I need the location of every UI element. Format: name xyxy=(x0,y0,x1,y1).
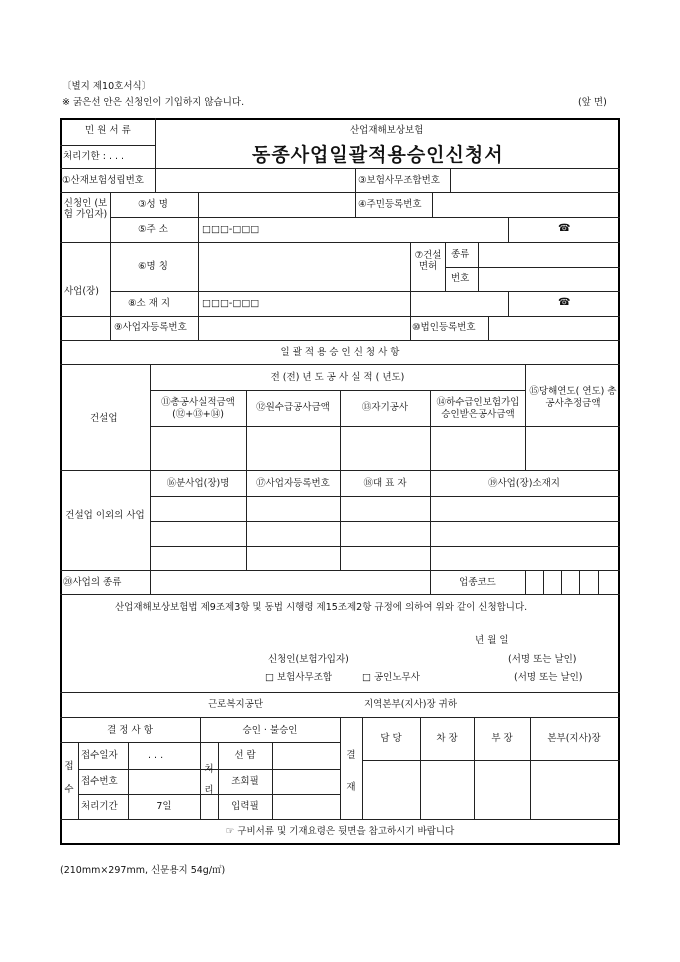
workers-comp-no-label: ①산재보험성립번호 xyxy=(62,175,144,186)
officer-label: 담 당 xyxy=(380,733,402,744)
workers-comp-no-field[interactable] xyxy=(156,169,354,191)
period-value: 7일 xyxy=(156,801,172,812)
applicant-name-label: ③성 명 xyxy=(138,199,168,210)
phone-icon: ☎ xyxy=(558,297,571,308)
construction-label: 건설업 xyxy=(90,413,118,424)
license-number-label: 번호 xyxy=(451,273,470,284)
estimated-amount-label: ⑮당해연도( 연도) 총공사추정금액 xyxy=(529,386,617,409)
sign-hint-1: (서명 또는 날인) xyxy=(508,654,577,665)
office-no-label: ③보험사무조합번호 xyxy=(358,175,440,186)
office-no-field[interactable] xyxy=(451,169,617,191)
branch-name-label: ⑯분사업(장)명 xyxy=(166,478,230,489)
decision-label: 결 정 사 항 xyxy=(107,725,153,736)
biz-type-label: ⑳사업의 종류 xyxy=(63,577,122,588)
non-construction-label: 건설업 이외의 사업 xyxy=(65,510,145,521)
browse-label: 선 람 xyxy=(234,750,256,761)
biz-reg-no-label: ⑨사업자등록번호 xyxy=(114,322,187,333)
license-kind-label: 종류 xyxy=(451,249,470,260)
resident-no-label: ④주민등록번호 xyxy=(358,199,422,210)
business-location-label: ⑧소 재 지 xyxy=(128,298,171,309)
business-name-label: ⑥명 칭 xyxy=(138,261,168,272)
applicant-postcode[interactable]: □□□-□□□ xyxy=(202,224,260,235)
section-title: 일 괄 적 용 승 인 신 청 사 항 xyxy=(280,347,400,358)
side-label: (앞 면) xyxy=(578,97,607,108)
paper-spec: (210mm×297mm, 신문용지 54g/㎡) xyxy=(60,865,226,876)
corp-reg-no-label: ⑩법인등록번호 xyxy=(412,322,476,333)
entry-label: 입력필 xyxy=(231,801,259,812)
receipt-date-label: 접수일자 xyxy=(81,750,118,761)
license-label: ⑦건설 면허 xyxy=(414,250,442,273)
process-label: 처 리 xyxy=(204,764,214,796)
declaration-text: 산업재해보상보험법 제9조제3항 및 동법 시행령 제15조제2항 규정에 의하여 위와 같이 신청합니다. xyxy=(115,602,528,613)
applicant-signer: 신청인(보험가입자) xyxy=(268,654,349,665)
receipt-date-value: . . . xyxy=(148,750,164,761)
applicant-label: 신청인 (보험 가입자) xyxy=(63,198,108,221)
receipt-doc-label: 민 원 서 류 xyxy=(85,125,131,136)
receipt-label: 접 수 xyxy=(64,761,74,795)
branch-reg-no-label: ⑰사업자등록번호 xyxy=(256,478,330,489)
org-name: 근로복지공단 xyxy=(208,699,264,710)
form-subtitle: 산업재해보상보험 xyxy=(350,125,424,136)
phone-icon: ☎ xyxy=(558,223,571,234)
agent-checkbox-labor-attorney[interactable]: □ 공인노무사 xyxy=(362,672,420,683)
prev-year-label: 전 (전) 년 도 공 사 실 적 ( 년도) xyxy=(270,372,405,383)
original-amount-label: ⑫원수급공사금액 xyxy=(256,402,330,413)
applicant-address-label: ⑤주 소 xyxy=(138,224,168,235)
deadline-label: 처리기한 : . . . xyxy=(63,151,125,162)
self-work-label: ⑬자기공사 xyxy=(361,402,409,413)
form-title: 동종사업일괄적용승인신청서 xyxy=(252,144,504,166)
period-label: 처리기간 xyxy=(81,801,118,812)
branch-location-label: ⑲사업(장)소재지 xyxy=(488,478,560,489)
business-postcode[interactable]: □□□-□□□ xyxy=(202,298,260,309)
approval-label: 승인 · 불승인 xyxy=(242,725,298,736)
check-label: 조회필 xyxy=(231,776,259,787)
manager-label: 부 장 xyxy=(491,733,513,744)
agent-checkbox-association[interactable]: □ 보험사무조합 xyxy=(265,672,333,683)
addressee-line: 지역본부(지사)장 귀하 xyxy=(364,699,458,710)
deputy-label: 차 장 xyxy=(436,733,458,744)
head-label: 본부(지사)장 xyxy=(547,733,601,744)
footnote: ☞ 구비서류 및 기재요령은 뒷면을 참고하시기 바랍니다 xyxy=(225,826,455,837)
approve-label: 결 재 xyxy=(346,750,356,794)
date-line: 년 월 일 xyxy=(475,635,509,646)
total-amount-label: ⑪총공사실적금액 (⑫+⑬+⑭) xyxy=(161,397,235,420)
sign-hint-2: (서명 또는 날인) xyxy=(514,672,583,683)
industry-code-label: 업종코드 xyxy=(459,577,496,588)
receipt-no-label: 접수번호 xyxy=(81,776,118,787)
business-label: 사업(장) xyxy=(64,286,99,297)
notice-text: ※ 굵은선 안은 신청인이 기입하지 않습니다. xyxy=(62,97,245,108)
form-number: 〔별지 제10호서식〕 xyxy=(62,81,152,92)
representative-label: ⑱대 표 자 xyxy=(363,478,407,489)
subcontract-amount-label: ⑭하수급인보험가입 승인받은공사금액 xyxy=(436,397,520,420)
